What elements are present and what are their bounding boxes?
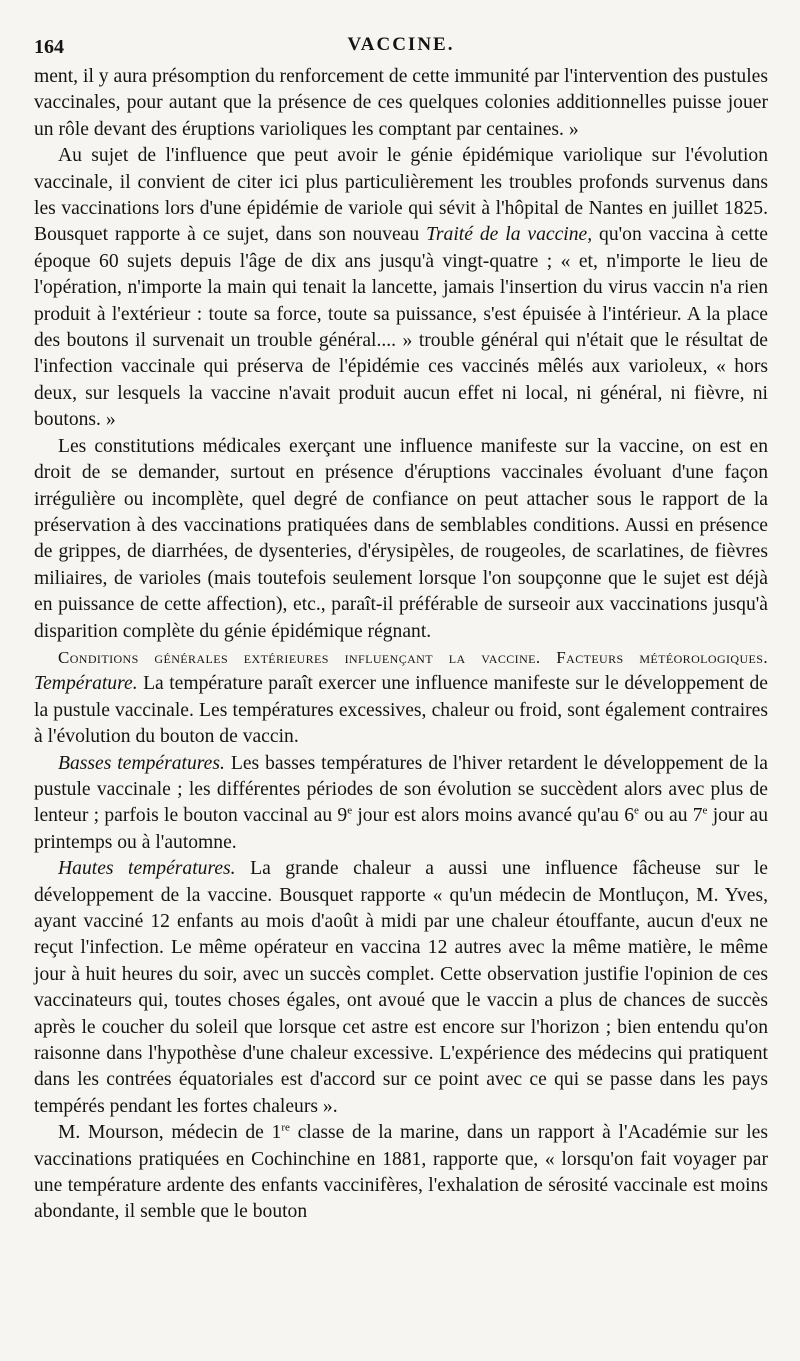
paragraph-text: ment, il y aura présomption du renforcement de cette immunité par l'intervention des pustules vaccinales, pour autant que la présence de ces quelques colonies additionnelles puisse jouer un rôle devant des éruptions varioliques les comptant par centaines. »: [34, 66, 768, 140]
superscript: e: [634, 804, 639, 817]
paragraph: [34, 645, 768, 751]
paragraph-text: Au sujet de l'influence que peut avoir le génie épidémique variolique sur l'évolution vaccinale, il convient de citer ici plus particulièrement les troubles profonds survenus dans les vaccinations lors d'une épidémie de variole qui sévit à l'hôpital de Nantes en juillet 1825. Bousquet rapporte à ce sujet, dans son nouveau: [34, 145, 768, 246]
paragraph: [34, 143, 768, 433]
paragraph: [34, 856, 768, 1120]
paragraph: [34, 1120, 768, 1226]
paragraph-text: jour au printemps ou à l'automne.: [34, 805, 769, 853]
superscript: e: [702, 804, 708, 817]
subsection-heading: Température.: [34, 673, 138, 695]
paragraph-text: jour est alors moins avancé qu'au 6: [352, 805, 634, 827]
paragraph-text: Les constitutions médicales exerçant une influence manifeste sur la vaccine, on est en droit de se demander, surtout en présence d'éruptions vaccinales évoluant d'une façon irrégulière ou incomplète, quel degré de confiance on peut attacher sous le rapport de la préservation à des vaccinations pratiquées dans de semblables conditions. Aussi en présence de grippes, de diarrhées, de dysenteries, d'érysipèles, de rougeoles, de scarlatines, de fièvres miliaires, de varioles (mais toutefois seulement lorsque l'on soupçonne que le sujet est déjà en puissance de cette affection), etc., paraît-il préférable de surseoir aux vaccinations jusqu'à disparition complète du génie épidémique régnant.: [34, 435, 768, 642]
subsection-heading: Hautes températures.: [58, 858, 236, 880]
page-number: 164: [34, 36, 64, 58]
running-title: VACCINE.: [347, 34, 455, 55]
paragraph: [34, 751, 768, 857]
body-text: [34, 64, 768, 1226]
paragraph: [34, 434, 768, 645]
superscript: e: [347, 804, 353, 817]
paragraph-text: Les basses températures de l'hiver retardent le développement de la pustule vaccinale ; les différentes périodes de son évolution se succèdent alors avec plus de lenteur ; parfois le bouton vaccinal au 9: [34, 752, 768, 827]
paragraph-text: qu'on vaccina à cette époque 60 sujets depuis l'âge de dix ans jusqu'à vingt-quatre ; « et, n'importe le lieu de l'opération, n'importe la main qui tenait la lancette, jamais l'insertion du virus vaccin n'a rien produit à l'extérieur : toute sa force, toute sa puissance, s'est épuisée à l'intérieur. A la place des boutons il survenait un trouble général.... » trouble général qui n'était que le résultat de l'infection vaccinale qui préserva de l'épidémie ces vaccinés mêlés aux varioleux, « hors deux, sur lesquels la vaccine n'avait produit aucun effet ni local, ni général, ni fièvre, ni boutons. »: [34, 224, 768, 431]
paragraph-text: M. Mourson, médecin de 1: [58, 1122, 282, 1144]
superscript: re: [281, 1121, 290, 1134]
paragraph-text: ou au 7: [638, 805, 703, 827]
page-header: [34, 30, 768, 64]
paragraph-text: La température paraît exercer une influence manifeste sur le développement de la pustule vaccinale. Les températures excessives, chaleur ou froid, sont également contraires à l'évolution du bouton de vaccin.: [34, 673, 768, 748]
subsection-heading: Basses températures.: [58, 752, 225, 774]
paragraph: [34, 64, 768, 143]
book-title: Traité de la vaccine,: [426, 224, 593, 246]
paragraph-text: La grande chaleur a aussi une influence fâcheuse sur le développement de la vaccine. Bousquet rapporte « qu'un médecin de Montluçon, M. Yves, ayant vacciné 12 enfants au mois d'août à midi par une chaleur étouffante, aucun d'eux ne reçut l'infection. Le même opérateur en vaccina 12 autres avec la même matière, le même jour à huit heures du soir, avec un succès complet. Cette observation justifie l'opinion de ces vaccinateurs qui, toutes choses égales, ont avoué que le vaccin a plus de chances de succès après le coucher du soleil que lorsque cet astre est encore sur l'horizon ; bien entendu qu'on raisonne dans l'hypothèse d'une chaleur excessive. L'expérience des médecins qui pratiquent dans les contrées équatoriales est d'accord sur ce point avec ce qui se passe dans les pays tempérés pendant les fortes chaleurs ».: [34, 858, 768, 1117]
paragraph-text: classe de la marine, dans un rapport à l'Académie sur les vaccinations pratiquées en Cochinchine en 1881, rapporte que, « lorsqu'on fait voyager par une température ardente des enfants vaccinifères, l'exhalation de sérosité vaccinale est moins abondante, il semble que le bouton: [34, 1122, 768, 1223]
section-heading: Conditions générales extérieures influençant la vaccine. Facteurs météorologiques.: [58, 647, 768, 667]
